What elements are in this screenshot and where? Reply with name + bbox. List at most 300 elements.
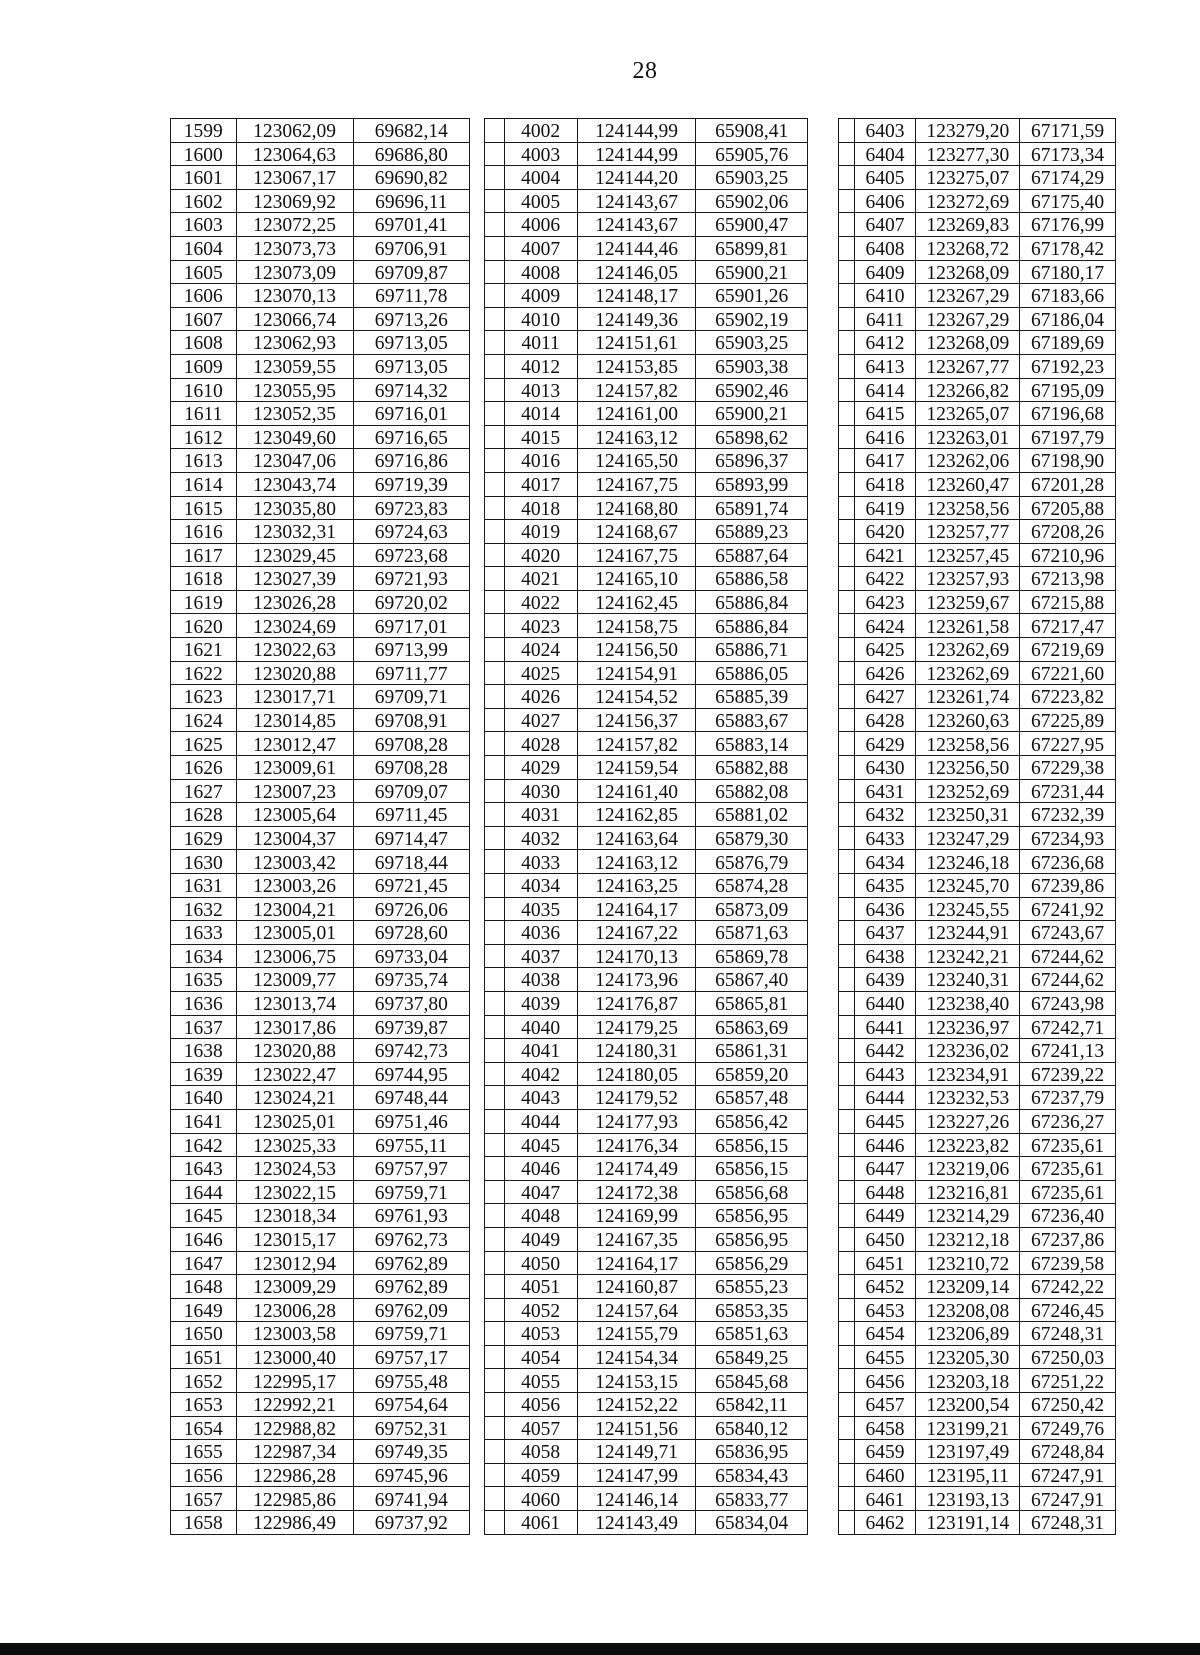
- table-row: [485, 1393, 808, 1417]
- x-coordinate-cell: 124152,22: [577, 1393, 696, 1417]
- y-coordinate-cell: 67242,71: [1020, 1015, 1116, 1039]
- y-coordinate-cell: 69711,77: [353, 661, 469, 685]
- empty-spacer-cell: [839, 732, 855, 756]
- y-coordinate-cell: 69701,41: [353, 213, 469, 237]
- x-coordinate-cell: 123242,21: [916, 944, 1020, 968]
- y-coordinate-cell: 69748,44: [353, 1086, 469, 1110]
- y-coordinate-cell: 67183,66: [1020, 284, 1116, 308]
- y-coordinate-cell: 69709,71: [353, 685, 469, 709]
- point-number-cell: 4041: [504, 1039, 577, 1063]
- y-coordinate-cell: 67232,39: [1020, 803, 1116, 827]
- table-row: [171, 1511, 470, 1535]
- y-coordinate-cell: 67239,22: [1020, 1062, 1116, 1086]
- table-row: [171, 614, 470, 638]
- table-row: [839, 236, 1116, 260]
- empty-spacer-cell: [839, 1062, 855, 1086]
- empty-spacer-cell: [839, 1487, 855, 1511]
- empty-spacer-cell: [839, 685, 855, 709]
- point-number-cell: 4027: [504, 708, 577, 732]
- table-row: [839, 1062, 1116, 1086]
- x-coordinate-cell: 123208,08: [916, 1298, 1020, 1322]
- y-coordinate-cell: 65869,78: [696, 944, 808, 968]
- table-row: [485, 968, 808, 992]
- point-number-cell: 4029: [504, 756, 577, 780]
- table-row: [485, 614, 808, 638]
- y-coordinate-cell: 67201,28: [1020, 472, 1116, 496]
- x-coordinate-cell: 124176,87: [577, 991, 696, 1015]
- x-coordinate-cell: 124165,50: [577, 449, 696, 473]
- table-row: [171, 661, 470, 685]
- y-coordinate-cell: 69713,05: [353, 331, 469, 355]
- point-number-cell: 6452: [854, 1275, 916, 1299]
- x-coordinate-cell: 124144,46: [577, 236, 696, 260]
- y-coordinate-cell: 67210,96: [1020, 543, 1116, 567]
- y-coordinate-cell: 65882,88: [696, 756, 808, 780]
- table-row: [485, 449, 808, 473]
- table-row: [485, 638, 808, 662]
- x-coordinate-cell: 123279,20: [916, 119, 1020, 143]
- x-coordinate-cell: 124163,12: [577, 850, 696, 874]
- table-row: [171, 425, 470, 449]
- table-row: [485, 874, 808, 898]
- point-number-cell: 6420: [854, 520, 916, 544]
- table-row: [839, 354, 1116, 378]
- table-row: [839, 1251, 1116, 1275]
- y-coordinate-cell: 67235,61: [1020, 1133, 1116, 1157]
- point-number-cell: 6425: [854, 638, 916, 662]
- point-number-cell: 1614: [171, 472, 237, 496]
- point-number-cell: 4022: [504, 590, 577, 614]
- x-coordinate-cell: 123025,01: [236, 1109, 353, 1133]
- empty-spacer-cell: [485, 756, 505, 780]
- empty-spacer-cell: [839, 449, 855, 473]
- table-row: [485, 921, 808, 945]
- table-row: [839, 567, 1116, 591]
- empty-spacer-cell: [485, 189, 505, 213]
- x-coordinate-cell: 123261,58: [916, 614, 1020, 638]
- y-coordinate-cell: 65856,68: [696, 1180, 808, 1204]
- point-number-cell: 6449: [854, 1204, 916, 1228]
- coordinates-block-1: [170, 118, 470, 1535]
- point-number-cell: 6448: [854, 1180, 916, 1204]
- table-row: [485, 1086, 808, 1110]
- x-coordinate-cell: 123267,29: [916, 284, 1020, 308]
- x-coordinate-cell: 123072,25: [236, 213, 353, 237]
- table-row: [839, 850, 1116, 874]
- table-row: [485, 520, 808, 544]
- empty-spacer-cell: [839, 1393, 855, 1417]
- empty-spacer-cell: [485, 803, 505, 827]
- point-number-cell: 1637: [171, 1015, 237, 1039]
- point-number-cell: 1618: [171, 567, 237, 591]
- y-coordinate-cell: 67248,31: [1020, 1511, 1116, 1535]
- y-coordinate-cell: 69723,68: [353, 543, 469, 567]
- point-number-cell: 1658: [171, 1511, 237, 1535]
- point-number-cell: 6424: [854, 614, 916, 638]
- x-coordinate-cell: 123018,34: [236, 1204, 353, 1228]
- x-coordinate-cell: 123275,07: [916, 166, 1020, 190]
- point-number-cell: 4007: [504, 236, 577, 260]
- x-coordinate-cell: 123003,26: [236, 874, 353, 898]
- x-coordinate-cell: 123210,72: [916, 1251, 1020, 1275]
- y-coordinate-cell: 65861,31: [696, 1039, 808, 1063]
- table-row: [171, 1298, 470, 1322]
- y-coordinate-cell: 65902,46: [696, 378, 808, 402]
- y-coordinate-cell: 67171,59: [1020, 119, 1116, 143]
- y-coordinate-cell: 69755,11: [353, 1133, 469, 1157]
- point-number-cell: 1621: [171, 638, 237, 662]
- x-coordinate-cell: 123029,45: [236, 543, 353, 567]
- y-coordinate-cell: 67205,88: [1020, 496, 1116, 520]
- empty-spacer-cell: [485, 1345, 505, 1369]
- empty-spacer-cell: [839, 1275, 855, 1299]
- empty-spacer-cell: [485, 166, 505, 190]
- table-row: [485, 1487, 808, 1511]
- x-coordinate-cell: 123020,88: [236, 1039, 353, 1063]
- y-coordinate-cell: 69761,93: [353, 1204, 469, 1228]
- table-row: [485, 850, 808, 874]
- table-row: [839, 661, 1116, 685]
- point-number-cell: 6426: [854, 661, 916, 685]
- empty-spacer-cell: [485, 1416, 505, 1440]
- x-coordinate-cell: 124167,22: [577, 921, 696, 945]
- x-coordinate-cell: 124154,34: [577, 1345, 696, 1369]
- table-row: [171, 449, 470, 473]
- x-coordinate-cell: 123256,50: [916, 756, 1020, 780]
- table-row: [485, 991, 808, 1015]
- y-coordinate-cell: 67247,91: [1020, 1487, 1116, 1511]
- point-number-cell: 4045: [504, 1133, 577, 1157]
- table-row: [171, 331, 470, 355]
- x-coordinate-cell: 123223,82: [916, 1133, 1020, 1157]
- table-row: [171, 732, 470, 756]
- table-row: [839, 803, 1116, 827]
- y-coordinate-cell: 65856,15: [696, 1157, 808, 1181]
- point-number-cell: 4033: [504, 850, 577, 874]
- y-coordinate-cell: 65834,43: [696, 1463, 808, 1487]
- x-coordinate-cell: 123035,80: [236, 496, 353, 520]
- table-row: [839, 826, 1116, 850]
- coordinates-block-2: [484, 118, 808, 1535]
- x-coordinate-cell: 123238,40: [916, 991, 1020, 1015]
- table-row: [485, 307, 808, 331]
- y-coordinate-cell: 69714,32: [353, 378, 469, 402]
- point-number-cell: 4025: [504, 661, 577, 685]
- x-coordinate-cell: 122986,49: [236, 1511, 353, 1535]
- x-coordinate-cell: 123267,29: [916, 307, 1020, 331]
- y-coordinate-cell: 69762,73: [353, 1227, 469, 1251]
- x-coordinate-cell: 123022,15: [236, 1180, 353, 1204]
- table-row: [171, 638, 470, 662]
- empty-spacer-cell: [485, 449, 505, 473]
- point-number-cell: 4019: [504, 520, 577, 544]
- y-coordinate-cell: 65886,71: [696, 638, 808, 662]
- table-row: [485, 496, 808, 520]
- point-number-cell: 1638: [171, 1039, 237, 1063]
- point-number-cell: 6431: [854, 779, 916, 803]
- x-coordinate-cell: 123055,95: [236, 378, 353, 402]
- point-number-cell: 1619: [171, 590, 237, 614]
- table-row: [839, 1440, 1116, 1464]
- x-coordinate-cell: 124149,36: [577, 307, 696, 331]
- table-row: [485, 1416, 808, 1440]
- point-number-cell: 1642: [171, 1133, 237, 1157]
- x-coordinate-cell: 124164,17: [577, 897, 696, 921]
- table-row: [839, 378, 1116, 402]
- y-coordinate-cell: 65881,02: [696, 803, 808, 827]
- empty-spacer-cell: [839, 968, 855, 992]
- y-coordinate-cell: 65856,95: [696, 1204, 808, 1228]
- table-row: [839, 496, 1116, 520]
- table-row: [171, 1251, 470, 1275]
- point-number-cell: 4012: [504, 354, 577, 378]
- empty-spacer-cell: [485, 1487, 505, 1511]
- table-row: [485, 1204, 808, 1228]
- table-row: [839, 1298, 1116, 1322]
- table-row: [171, 1133, 470, 1157]
- table-row: [839, 614, 1116, 638]
- x-coordinate-cell: 123066,74: [236, 307, 353, 331]
- point-number-cell: 6416: [854, 425, 916, 449]
- table-row: [171, 354, 470, 378]
- table-row: [171, 1062, 470, 1086]
- point-number-cell: 6423: [854, 590, 916, 614]
- table-row: [171, 921, 470, 945]
- y-coordinate-cell: 67246,45: [1020, 1298, 1116, 1322]
- y-coordinate-cell: 69735,74: [353, 968, 469, 992]
- table-row: [485, 236, 808, 260]
- point-number-cell: 6417: [854, 449, 916, 473]
- point-number-cell: 6435: [854, 874, 916, 898]
- y-coordinate-cell: 65889,23: [696, 520, 808, 544]
- empty-spacer-cell: [839, 1015, 855, 1039]
- point-number-cell: 1615: [171, 496, 237, 520]
- x-coordinate-cell: 124156,37: [577, 708, 696, 732]
- x-coordinate-cell: 124162,45: [577, 590, 696, 614]
- y-coordinate-cell: 65856,15: [696, 1133, 808, 1157]
- y-coordinate-cell: 69721,45: [353, 874, 469, 898]
- x-coordinate-cell: 123257,45: [916, 543, 1020, 567]
- y-coordinate-cell: 67231,44: [1020, 779, 1116, 803]
- empty-spacer-cell: [839, 1511, 855, 1535]
- y-coordinate-cell: 67173,34: [1020, 142, 1116, 166]
- empty-spacer-cell: [839, 425, 855, 449]
- x-coordinate-cell: 124180,05: [577, 1062, 696, 1086]
- y-coordinate-cell: 67239,86: [1020, 874, 1116, 898]
- y-coordinate-cell: 69749,35: [353, 1440, 469, 1464]
- x-coordinate-cell: 123012,47: [236, 732, 353, 756]
- point-number-cell: 1626: [171, 756, 237, 780]
- point-number-cell: 4024: [504, 638, 577, 662]
- x-coordinate-cell: 123004,37: [236, 826, 353, 850]
- x-coordinate-cell: 122988,82: [236, 1416, 353, 1440]
- table-row: [839, 189, 1116, 213]
- y-coordinate-cell: 69713,05: [353, 354, 469, 378]
- x-coordinate-cell: 123262,06: [916, 449, 1020, 473]
- point-number-cell: 1601: [171, 166, 237, 190]
- y-coordinate-cell: 65893,99: [696, 472, 808, 496]
- empty-spacer-cell: [839, 614, 855, 638]
- point-number-cell: 1605: [171, 260, 237, 284]
- point-number-cell: 4009: [504, 284, 577, 308]
- point-number-cell: 6456: [854, 1369, 916, 1393]
- table-row: [839, 1345, 1116, 1369]
- empty-spacer-cell: [839, 803, 855, 827]
- point-number-cell: 6419: [854, 496, 916, 520]
- table-row: [485, 1133, 808, 1157]
- empty-spacer-cell: [839, 1251, 855, 1275]
- table-row: [839, 1204, 1116, 1228]
- empty-spacer-cell: [839, 213, 855, 237]
- y-coordinate-cell: 69754,64: [353, 1393, 469, 1417]
- empty-spacer-cell: [485, 402, 505, 426]
- empty-spacer-cell: [839, 850, 855, 874]
- x-coordinate-cell: 123268,09: [916, 331, 1020, 355]
- x-coordinate-cell: 123216,81: [916, 1180, 1020, 1204]
- y-coordinate-cell: 67243,67: [1020, 921, 1116, 945]
- y-coordinate-cell: 65908,41: [696, 119, 808, 143]
- x-coordinate-cell: 123003,58: [236, 1322, 353, 1346]
- y-coordinate-cell: 69755,48: [353, 1369, 469, 1393]
- table-row: [485, 1345, 808, 1369]
- y-coordinate-cell: 69762,89: [353, 1251, 469, 1275]
- x-coordinate-cell: 123026,28: [236, 590, 353, 614]
- x-coordinate-cell: 124167,75: [577, 543, 696, 567]
- x-coordinate-cell: 123073,09: [236, 260, 353, 284]
- y-coordinate-cell: 67236,40: [1020, 1204, 1116, 1228]
- empty-spacer-cell: [485, 874, 505, 898]
- table-row: [171, 991, 470, 1015]
- empty-spacer-cell: [485, 1393, 505, 1417]
- empty-spacer-cell: [485, 1511, 505, 1535]
- y-coordinate-cell: 65896,37: [696, 449, 808, 473]
- y-coordinate-cell: 69716,01: [353, 402, 469, 426]
- table-row: [485, 284, 808, 308]
- point-number-cell: 6433: [854, 826, 916, 850]
- x-coordinate-cell: 123258,56: [916, 732, 1020, 756]
- y-coordinate-cell: 65849,25: [696, 1345, 808, 1369]
- point-number-cell: 1644: [171, 1180, 237, 1204]
- empty-spacer-cell: [485, 826, 505, 850]
- point-number-cell: 4006: [504, 213, 577, 237]
- empty-spacer-cell: [485, 1157, 505, 1181]
- x-coordinate-cell: 123257,77: [916, 520, 1020, 544]
- point-number-cell: 1627: [171, 779, 237, 803]
- x-coordinate-cell: 123007,23: [236, 779, 353, 803]
- y-coordinate-cell: 67236,68: [1020, 850, 1116, 874]
- point-number-cell: 6409: [854, 260, 916, 284]
- x-coordinate-cell: 123193,13: [916, 1487, 1020, 1511]
- point-number-cell: 1641: [171, 1109, 237, 1133]
- point-number-cell: 4056: [504, 1393, 577, 1417]
- y-coordinate-cell: 67241,92: [1020, 897, 1116, 921]
- empty-spacer-cell: [839, 472, 855, 496]
- y-coordinate-cell: 65836,95: [696, 1440, 808, 1464]
- point-number-cell: 1649: [171, 1298, 237, 1322]
- x-coordinate-cell: 123020,88: [236, 661, 353, 685]
- point-number-cell: 1625: [171, 732, 237, 756]
- empty-spacer-cell: [839, 1109, 855, 1133]
- table-row: [839, 590, 1116, 614]
- table-row: [171, 874, 470, 898]
- x-coordinate-cell: 124164,17: [577, 1251, 696, 1275]
- point-number-cell: 4043: [504, 1086, 577, 1110]
- x-coordinate-cell: 124177,93: [577, 1109, 696, 1133]
- table-row: [485, 590, 808, 614]
- table-row: [171, 567, 470, 591]
- empty-spacer-cell: [485, 944, 505, 968]
- y-coordinate-cell: 69728,60: [353, 921, 469, 945]
- x-coordinate-cell: 123024,69: [236, 614, 353, 638]
- empty-spacer-cell: [485, 897, 505, 921]
- x-coordinate-cell: 124157,82: [577, 732, 696, 756]
- x-coordinate-cell: 123062,93: [236, 331, 353, 355]
- table-row: [839, 1039, 1116, 1063]
- table-row: [839, 166, 1116, 190]
- point-number-cell: 1610: [171, 378, 237, 402]
- empty-spacer-cell: [839, 921, 855, 945]
- x-coordinate-cell: 123200,54: [916, 1393, 1020, 1417]
- y-coordinate-cell: 69759,71: [353, 1322, 469, 1346]
- y-coordinate-cell: 69723,83: [353, 496, 469, 520]
- empty-spacer-cell: [839, 779, 855, 803]
- table-row: [839, 425, 1116, 449]
- y-coordinate-cell: 67180,17: [1020, 260, 1116, 284]
- empty-spacer-cell: [839, 520, 855, 544]
- empty-spacer-cell: [485, 590, 505, 614]
- point-number-cell: 6454: [854, 1322, 916, 1346]
- x-coordinate-cell: 123199,21: [916, 1416, 1020, 1440]
- y-coordinate-cell: 69714,47: [353, 826, 469, 850]
- x-coordinate-cell: 124180,31: [577, 1039, 696, 1063]
- y-coordinate-cell: 65900,21: [696, 260, 808, 284]
- y-coordinate-cell: 69751,46: [353, 1109, 469, 1133]
- y-coordinate-cell: 69711,45: [353, 803, 469, 827]
- empty-spacer-cell: [839, 1345, 855, 1369]
- y-coordinate-cell: 69716,86: [353, 449, 469, 473]
- table-row: [171, 496, 470, 520]
- point-number-cell: 6414: [854, 378, 916, 402]
- x-coordinate-cell: 124161,40: [577, 779, 696, 803]
- point-number-cell: 1636: [171, 991, 237, 1015]
- table-row: [839, 543, 1116, 567]
- y-coordinate-cell: 65845,68: [696, 1369, 808, 1393]
- point-number-cell: 1647: [171, 1251, 237, 1275]
- table-row: [839, 756, 1116, 780]
- y-coordinate-cell: 69745,96: [353, 1463, 469, 1487]
- y-coordinate-cell: 69713,26: [353, 307, 469, 331]
- x-coordinate-cell: 124155,79: [577, 1322, 696, 1346]
- point-number-cell: 6421: [854, 543, 916, 567]
- y-coordinate-cell: 67219,69: [1020, 638, 1116, 662]
- table-row: [171, 1463, 470, 1487]
- point-number-cell: 6403: [854, 119, 916, 143]
- x-coordinate-cell: 124159,54: [577, 756, 696, 780]
- table-row: [171, 708, 470, 732]
- y-coordinate-cell: 65865,81: [696, 991, 808, 1015]
- table-row: [485, 567, 808, 591]
- table-row: [171, 779, 470, 803]
- y-coordinate-cell: 69741,94: [353, 1487, 469, 1511]
- y-coordinate-cell: 69719,39: [353, 472, 469, 496]
- x-coordinate-cell: 123212,18: [916, 1227, 1020, 1251]
- table-row: [171, 826, 470, 850]
- y-coordinate-cell: 65902,19: [696, 307, 808, 331]
- point-number-cell: 6427: [854, 685, 916, 709]
- table-row: [171, 1322, 470, 1346]
- x-coordinate-cell: 124174,49: [577, 1157, 696, 1181]
- point-number-cell: 6462: [854, 1511, 916, 1535]
